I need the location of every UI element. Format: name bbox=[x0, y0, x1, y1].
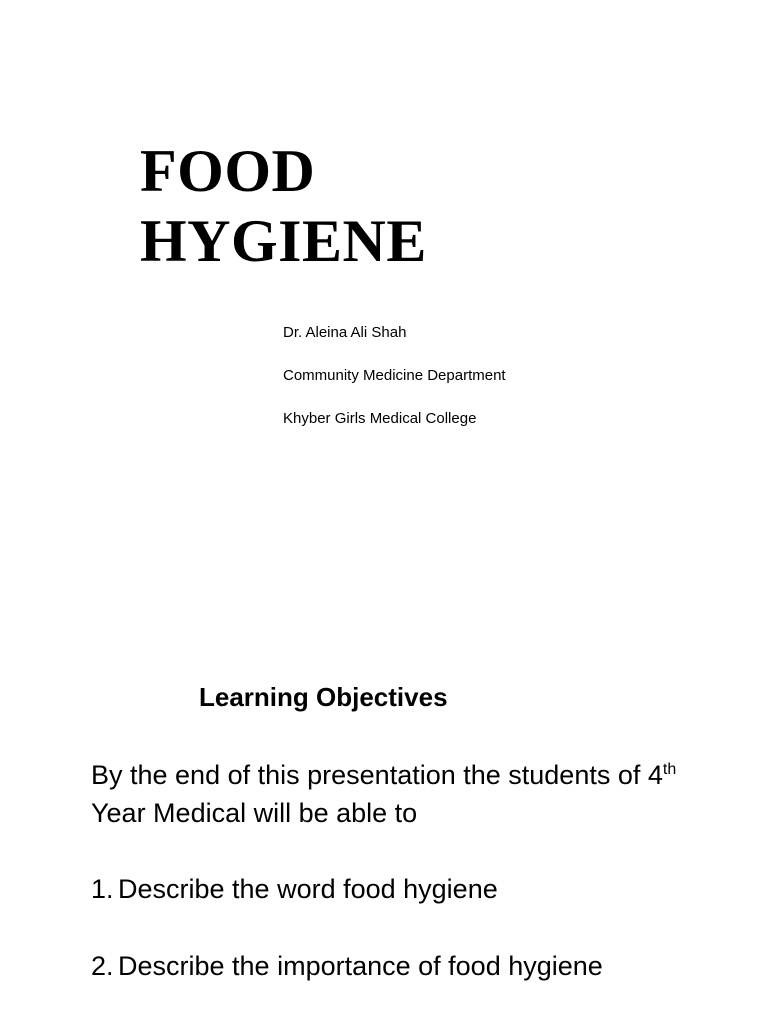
author-name: Dr. Aleina Ali Shah bbox=[283, 324, 407, 341]
department-name: Community Medicine Department bbox=[283, 367, 506, 384]
objective-list bbox=[91, 870, 731, 1024]
institution-name: Khyber Girls Medical College bbox=[283, 410, 477, 427]
intro-superscript: th bbox=[662, 761, 677, 778]
objective-number: 2. bbox=[91, 951, 114, 981]
presentation-title bbox=[140, 136, 560, 276]
intro-text-end: Year Medical will be able to bbox=[91, 798, 418, 828]
objective-text: Describe the importance of food hygiene bbox=[118, 951, 603, 981]
objective-item bbox=[91, 870, 731, 947]
title-line-2: HYGIENE bbox=[140, 208, 427, 274]
intro-text-start: By the end of this presentation the students of 4 bbox=[91, 760, 663, 790]
objectives-heading: Learning Objectives bbox=[199, 682, 448, 712]
objective-text: Describe the word food hygiene bbox=[118, 874, 498, 904]
title-line-1: FOOD bbox=[140, 138, 316, 204]
objectives-intro bbox=[91, 756, 731, 832]
author-info bbox=[283, 322, 643, 451]
objective-item bbox=[91, 947, 731, 1024]
objective-number: 1. bbox=[91, 874, 114, 904]
